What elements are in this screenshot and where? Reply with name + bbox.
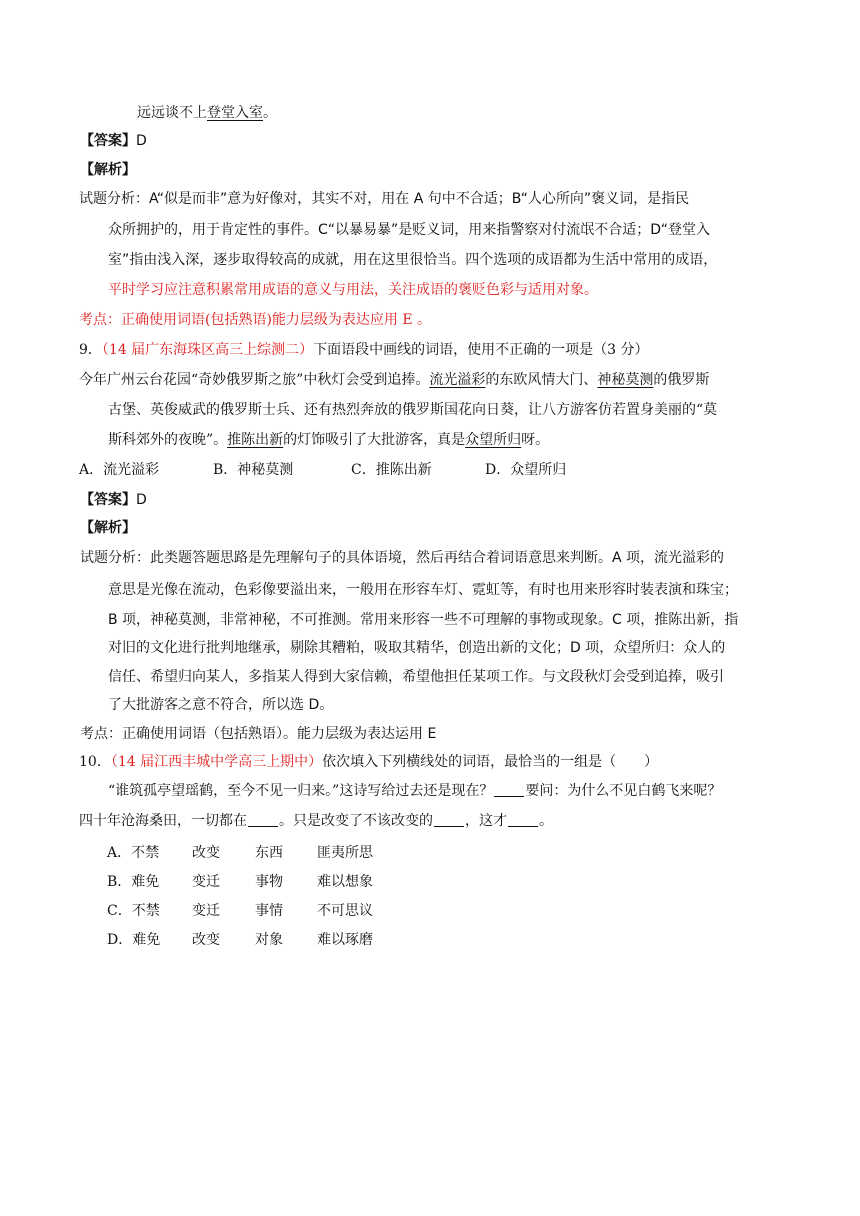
option-word: 不可思议 bbox=[317, 903, 373, 919]
analysis-label-prev: 【解析】 bbox=[80, 162, 136, 178]
passage-text: 的俄罗斯 bbox=[653, 372, 710, 388]
analysis-q9-line-5: 信任、希望归向某人，多指某人得到大家信赖，希望他担任某项工作。与文段秋灯会受到追捧，吸引 bbox=[108, 669, 724, 685]
q9-options bbox=[79, 460, 566, 480]
passage-text: 要问：为什么不见白鹤飞来呢？ bbox=[525, 783, 722, 799]
underlined-idiom: 众望所归 bbox=[465, 432, 522, 448]
q9-passage-line-2: 古堡、英俊威武的俄罗斯士兵、还有热烈奔放的俄罗斯国花向日葵，让八方游客仿若置身美丽的“莫 bbox=[108, 402, 718, 418]
option-word: 难以想象 bbox=[317, 874, 373, 890]
option-word: 东西 bbox=[255, 845, 283, 861]
question-source: （14 届广东海珠区高三上综测二） bbox=[101, 342, 314, 358]
answer-line-prev bbox=[80, 131, 147, 151]
passage-text: 今年广州云台花园“奇妙俄罗斯之旅”中秋灯会受到追捧。 bbox=[79, 372, 430, 388]
option-word: 变迁 bbox=[192, 903, 220, 919]
analysis-line-prev-3: 室”指由浅入深，逐步取得较高的成就，用在这里很恰当。四个选项的成语都为生活中常用的成语， bbox=[108, 252, 718, 268]
tail-punct: 。 bbox=[263, 105, 277, 121]
question-source: （14 届江西丰城中学高三上期中） bbox=[110, 754, 323, 770]
passage-text: 的东欧风情大门、 bbox=[485, 372, 598, 388]
answer-value: D bbox=[136, 133, 147, 149]
passage-text: 四十年沧海桑田，一切都在 bbox=[79, 813, 247, 829]
analysis-line-prev-2: 众所拥护的，用于肯定性的事件。C“以暴易暴”是贬义词，用来指警察对付流氓不合适；D“登堂入 bbox=[108, 222, 711, 238]
passage-text: ，这才 bbox=[465, 813, 507, 829]
tail-text: 远远谈不上 bbox=[137, 105, 207, 121]
kaodian-prev: 考点：正确使用词语(包括熟语)能力层级为表达应用 E 。 bbox=[79, 312, 432, 328]
analysis-q9-line-3: B 项，神秘莫测，非常神秘，不可推测。常用来形容一些不可理解的事物或现象。C 项，推陈出新，指 bbox=[108, 612, 739, 628]
underlined-idiom: 推陈出新 bbox=[227, 432, 284, 448]
analysis-q9-line-4: 对旧的文化进行批判地继承，剔除其糟粕，吸取其精华，创造出新的文化；D 项，众望所归：众人的 bbox=[108, 640, 726, 656]
analysis-red-note: 平时学习应注意积累常用成语的意义与用法，关注成语的褒贬色彩与适用对象。 bbox=[108, 282, 598, 298]
underlined-idiom: 流光溢彩 bbox=[429, 372, 486, 388]
passage-text: 。只是改变了不该改变的 bbox=[279, 813, 433, 829]
analysis-q9-line-2: 意思是光像在流动，色彩像要溢出来，一般用在形容车灯、霓虹等，有时也用来形容时装表演和珠宝； bbox=[108, 582, 738, 598]
analysis-q9-line-1: 试题分析：此类题答题思路是先理解句子的具体语境，然后再结合着词语意思来判断。A 项，流光溢彩的 bbox=[80, 550, 725, 566]
option-word: 变迁 bbox=[192, 874, 220, 890]
fill-blank bbox=[248, 812, 278, 827]
q10-option-d bbox=[107, 930, 373, 950]
question-stem: 下面语段中画线的词语，使用不正确的一项是（3 分） bbox=[313, 342, 649, 358]
option-word: 改变 bbox=[192, 845, 220, 861]
answer-label: 【答案】 bbox=[80, 133, 136, 149]
question-number: 9． bbox=[79, 342, 102, 358]
passage-text: 呀。 bbox=[521, 432, 550, 448]
passage-text: 。 bbox=[539, 813, 553, 829]
answer-line-q9 bbox=[80, 490, 147, 510]
question-stem: 依次填入下列横线处的词语，最恰当的一组是（ ） bbox=[322, 754, 659, 770]
analysis-q9-line-6: 了大批游客之意不符合，所以选 D。 bbox=[108, 697, 334, 713]
option-d: D．众望所归 bbox=[485, 462, 567, 478]
q10-option-b bbox=[107, 872, 373, 892]
option-b: B．神秘莫测 bbox=[213, 462, 294, 478]
analysis-label-q9: 【解析】 bbox=[80, 520, 136, 536]
q10-option-a bbox=[107, 843, 373, 863]
option-label: C．不禁 bbox=[107, 903, 160, 919]
option-a: A．流光溢彩 bbox=[79, 462, 160, 478]
option-label: D．难免 bbox=[107, 932, 161, 948]
question-10-header bbox=[79, 752, 658, 772]
fill-blank bbox=[508, 812, 538, 827]
option-label: A．不禁 bbox=[107, 845, 160, 861]
q10-passage-line-2 bbox=[79, 811, 553, 831]
underlined-idiom: 登堂入室 bbox=[207, 105, 263, 121]
option-word: 难以琢磨 bbox=[317, 932, 373, 948]
fill-blank bbox=[434, 812, 464, 827]
passage-text: 斯科郊外的夜晚”。 bbox=[108, 432, 228, 448]
kaodian-q9: 考点：正确使用词语（包括熟语）。能力层级为表达运用 E bbox=[80, 726, 437, 742]
option-word: 事物 bbox=[255, 874, 283, 890]
option-word: 对象 bbox=[255, 932, 283, 948]
option-word: 事情 bbox=[255, 903, 283, 919]
passage-text: 的灯饰吸引了大批游客，真是 bbox=[283, 432, 466, 448]
option-word: 改变 bbox=[192, 932, 220, 948]
q10-option-c bbox=[107, 901, 373, 921]
q9-passage-line-1 bbox=[79, 370, 709, 390]
answer-label: 【答案】 bbox=[80, 492, 136, 508]
analysis-line-prev-1: 试题分析：A“似是而非”意为好像对，其实不对，用在 A 句中不合适；B“人心所向”褒义词，是指民 bbox=[79, 191, 690, 207]
q9-passage-line-3 bbox=[108, 430, 549, 450]
answer-value: D bbox=[136, 492, 147, 508]
option-word: 匪夷所思 bbox=[317, 845, 373, 861]
question-number: 10． bbox=[79, 754, 111, 770]
option-c: C．推陈出新 bbox=[351, 462, 432, 478]
q10-passage-line-1 bbox=[108, 781, 721, 801]
fill-blank bbox=[494, 782, 524, 797]
underlined-idiom: 神秘莫测 bbox=[597, 372, 654, 388]
passage-text: “谁筑孤亭望瑶鹤，至今不见一归来。”这诗写给过去还是现在？ bbox=[108, 783, 494, 799]
question-9-header bbox=[79, 340, 649, 360]
option-label: B．难免 bbox=[107, 874, 160, 890]
prev-question-tail bbox=[137, 103, 277, 123]
